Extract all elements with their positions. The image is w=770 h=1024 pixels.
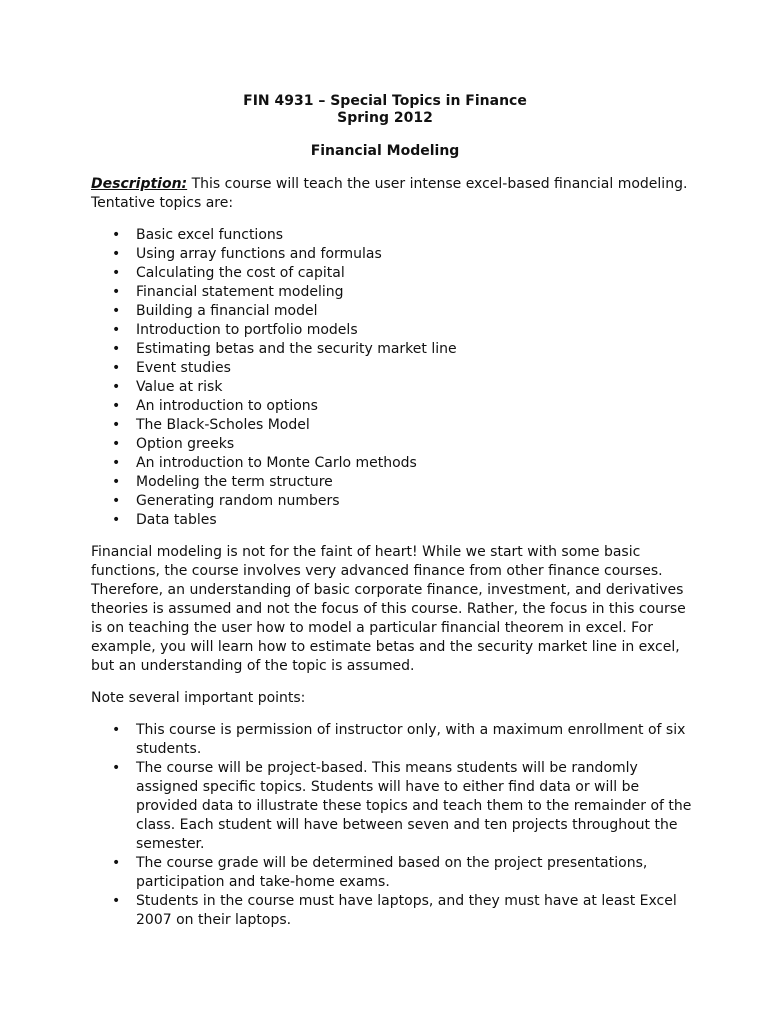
topic-item [0, 359, 696, 378]
topic-item [0, 340, 696, 359]
bullet-icon: • [112, 855, 121, 871]
topic-item [0, 473, 696, 492]
topic-item [0, 283, 696, 302]
topic-item [0, 302, 696, 321]
description-text: This course will teach the user intense excel-based financial modeling. Tentative topics are: [91, 176, 688, 211]
bullet-icon: • [112, 341, 121, 357]
description-paragraph [91, 175, 691, 213]
note-item-text: Students in the course must have laptops, and they must have at least Excel 2007 on their laptops. [136, 893, 677, 928]
bullet-icon: • [112, 760, 121, 776]
note-item [0, 892, 696, 930]
topic-item [0, 245, 696, 264]
topic-item-text: Estimating betas and the security market line [136, 341, 457, 357]
bullet-icon: • [112, 512, 121, 528]
topic-item [0, 264, 696, 283]
topic-item-text: Data tables [136, 512, 217, 528]
topics-list [0, 226, 696, 530]
topic-item-text: Calculating the cost of capital [136, 265, 345, 281]
topic-item-text: Using array functions and formulas [136, 246, 382, 262]
topic-item-text: Introduction to portfolio models [136, 322, 358, 338]
topic-item [0, 416, 696, 435]
bullet-icon: • [112, 265, 121, 281]
topic-item-text: An introduction to Monte Carlo methods [136, 455, 417, 471]
course-heading: FIN 4931 – Special Topics in Finance [243, 93, 527, 109]
topic-item-text: An introduction to options [136, 398, 318, 414]
bullet-icon: • [112, 360, 121, 376]
topic-item-text: Building a financial model [136, 303, 318, 319]
topic-item-text: Option greeks [136, 436, 235, 452]
bullet-icon: • [112, 436, 121, 452]
bullet-icon: • [112, 398, 121, 414]
bullet-icon: • [112, 474, 121, 490]
topic-item [0, 378, 696, 397]
topic-item-text: Financial statement modeling [136, 284, 344, 300]
topic-item [0, 435, 696, 454]
bullet-icon: • [112, 322, 121, 338]
bullet-icon: • [112, 417, 121, 433]
document-title: Financial Modeling [310, 143, 460, 159]
description-label: Description: [91, 176, 188, 192]
topic-item [0, 454, 696, 473]
topic-item [0, 397, 696, 416]
topic-item [0, 492, 696, 511]
notes-intro: Note several important points: [91, 690, 306, 706]
topic-item-text: The Black-Scholes Model [136, 417, 310, 433]
bullet-icon: • [112, 379, 121, 395]
note-item [0, 759, 696, 854]
note-item [0, 854, 696, 892]
bullet-icon: • [112, 493, 121, 509]
note-item-text: The course grade will be determined based on the project presentations, participation and take-home exams. [136, 855, 648, 890]
notes-list [0, 721, 696, 930]
body-paragraph: Financial modeling is not for the faint of heart! While we start with some basic functions, the course involves very advanced finance from other finance courses. Therefore, an understanding of basic corporate finance, investment, and derivatives theories is assumed and not the focus of this course. Rather, the focus in this course is on teaching the user how to model a particular financial theorem in excel. For example, you will learn how to estimate betas and the security market line in excel, but an understanding of the topic is assumed. [91, 544, 686, 674]
topic-item [0, 321, 696, 340]
bullet-icon: • [112, 227, 121, 243]
bullet-icon: • [112, 455, 121, 471]
bullet-icon: • [112, 893, 121, 909]
bullet-icon: • [112, 303, 121, 319]
bullet-icon: • [112, 284, 121, 300]
topic-item-text: Basic excel functions [136, 227, 284, 243]
topic-item-text: Generating random numbers [136, 493, 340, 509]
topic-item-text: Modeling the term structure [136, 474, 333, 490]
note-item-text: This course is permission of instructor only, with a maximum enrollment of six students. [136, 722, 686, 757]
bullet-icon: • [112, 722, 121, 738]
topic-item-text: Value at risk [136, 379, 223, 395]
topic-item-text: Event studies [136, 360, 231, 376]
note-item [0, 721, 696, 759]
topic-item [0, 511, 696, 530]
topic-item [0, 226, 696, 245]
note-item-text: The course will be project-based. This means students will be randomly assigned specific topics. Students will have to either find data or will be provided data to illustrate these topics and teach them to the remainder of the class. Each student will have between seven and ten projects throughout the semester. [136, 760, 692, 852]
term-heading: Spring 2012 [337, 110, 433, 126]
bullet-icon: • [112, 246, 121, 262]
